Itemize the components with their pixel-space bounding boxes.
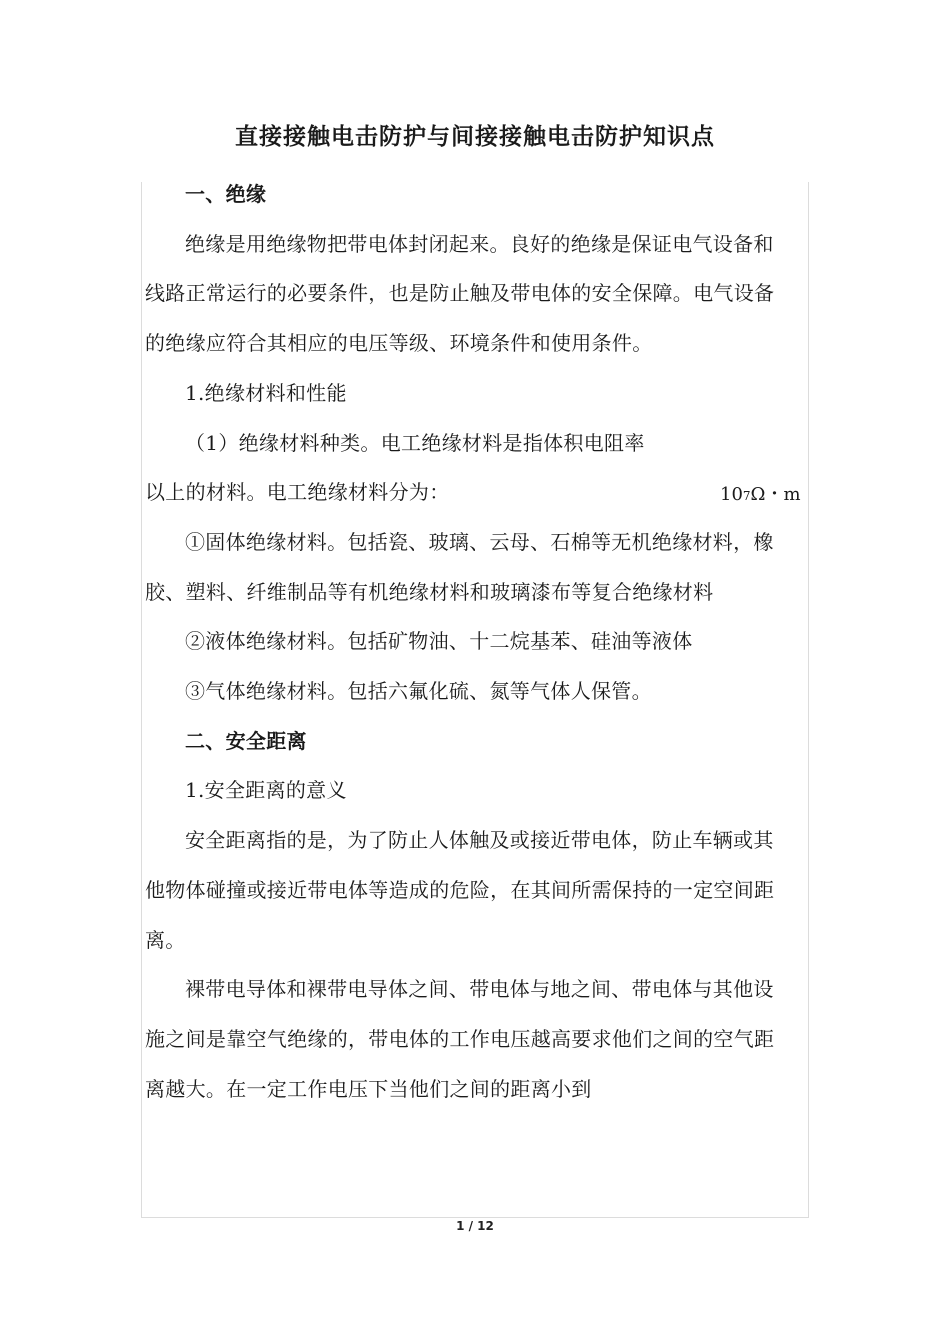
paragraph-material-types: （1）绝缘材料种类。电工绝缘材料是指体积电阻率 以上的材料。电工绝缘材料分为： — [145, 430, 767, 505]
page-number: 1 / 12 — [456, 1219, 494, 1233]
document-title: 直接接触电击防护与间接接触电击防护知识点 — [235, 123, 715, 150]
document-body — [145, 170, 785, 1114]
subheading-insulation-materials: 1.绝缘材料和性能 — [185, 380, 347, 405]
paragraph-air-insulation: 裸带电导体和裸带电导体之间、带电体与地之间、带电体与其他设施之间是靠空气绝缘的，带电体的工作电压越高要求他们之间的空气距离越大。在一定工作电压下当他们之间的距离小到 — [145, 977, 775, 1101]
paragraph-liquid-insulation: ②液体绝缘材料。包括矿物油、十二烷基苯、硅油等液体 — [185, 629, 693, 654]
section-heading-insulation: 一、绝缘 — [185, 182, 267, 206]
subheading-safety-distance-meaning: 1.安全距离的意义 — [185, 778, 347, 803]
formula-unit: Ω・m — [750, 484, 801, 505]
formula-exponent: 7 — [742, 489, 751, 503]
paragraph-safety-distance-definition: 安全距离指的是，为了防止人体触及或接近带电体，防止车辆或其他物体碰撞或接近带电体等造成的危险，在其间所需保持的一定空间距离。 — [145, 828, 775, 952]
paragraph-solid-insulation: ①固体绝缘材料。包括瓷、玻璃、云母、石棉等无机绝缘材料，橡胶、塑料、纤维制品等有机绝缘材料和玻璃漆布等复合绝缘材料 — [145, 529, 774, 604]
paragraph-gas-insulation: ③气体绝缘材料。包括六氟化硫、氮等气体人保管。 — [185, 679, 652, 704]
formula-base: 10 — [720, 484, 743, 505]
section-heading-safety-distance: 二、安全距离 — [185, 728, 307, 753]
paragraph-insulation-intro: 绝缘是用绝缘物把带电体封闭起来。良好的绝缘是保证电气设备和线路正常运行的必要条件，也是防止触及带电体的安全保障。电气设备的绝缘应符合其相应的电压等级、环境条件和使用条件。 — [145, 231, 775, 356]
resistivity-formula — [720, 480, 801, 506]
